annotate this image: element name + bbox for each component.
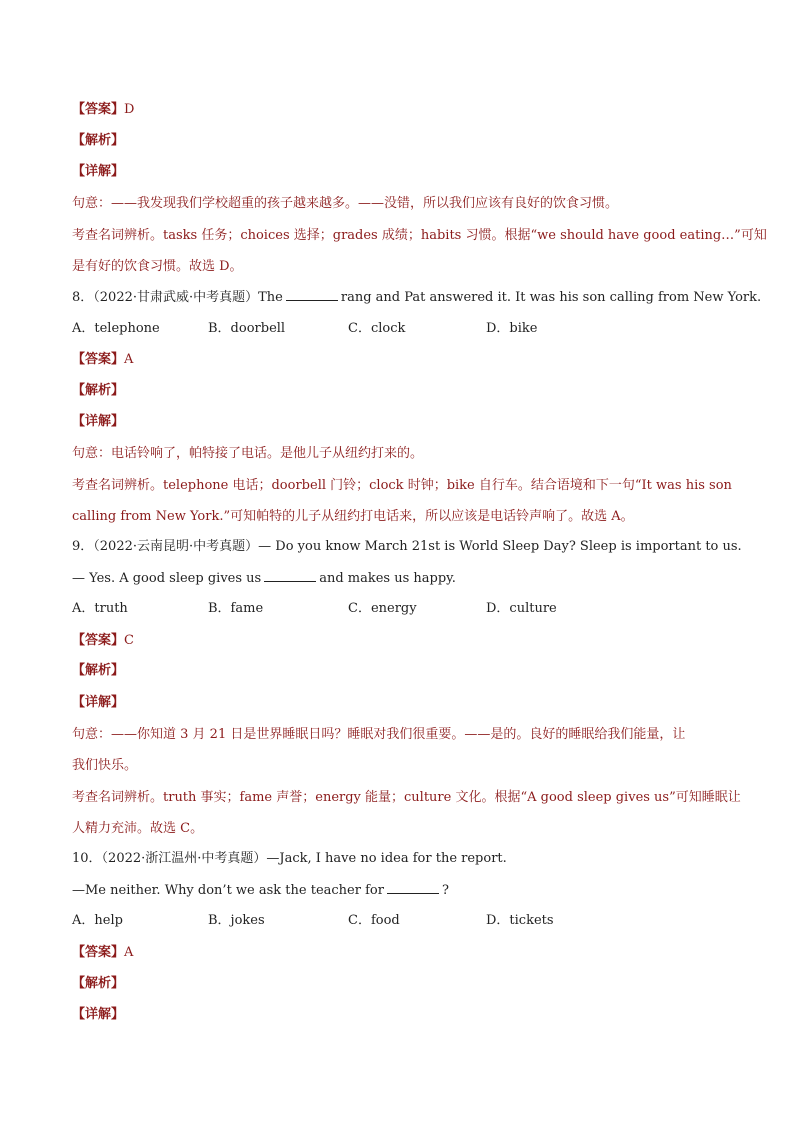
q9-blank [264, 569, 316, 582]
q9-stem-text: — Do you know March 21st is World Sleep Day? Sleep is important to us. [258, 539, 742, 554]
q8-option-a: A．telephone [72, 321, 160, 336]
q7-meaning: 句意：——我发现我们学校超重的孩子越来越多。——没错，所以我们应该有良好的饮食习惯。 [72, 196, 619, 211]
q10-analysis-tag [72, 975, 124, 993]
q8-stem-start: The [258, 290, 283, 305]
q10-option-a: A．help [72, 913, 123, 928]
q7-answer: D [124, 102, 135, 117]
detail-tag: 【详解】 [72, 1007, 125, 1022]
q10-stem-start: —Me neither. Why don’t we ask the teacher for [72, 883, 384, 898]
q10-stem-2 [72, 881, 449, 900]
q9-meaning-1: 句意：——你知道 3 月 21 日是世界睡眠日吗？睡眠对我们很重要。——是的。良好的睡眠给我们能量，让 [72, 727, 686, 742]
q8-analysis-tag [72, 382, 124, 400]
q9-stem-start: — Yes. A good sleep gives us [72, 571, 262, 586]
q9-option-a: A．truth [72, 601, 128, 616]
q9-option-b: B．fame [208, 601, 264, 616]
q9-option-d: D．culture [486, 601, 557, 616]
q7-explain-2: 是有好的饮食习惯。故选 D。 [72, 259, 243, 274]
q10-option-d: D．tickets [486, 913, 554, 928]
q9-stem-end: and makes us happy. [319, 571, 456, 586]
analysis-tag: 【解析】 [72, 383, 125, 398]
q9-number: 9． [72, 539, 94, 554]
analysis-tag: 【解析】 [72, 976, 125, 991]
q8-answer: A [124, 352, 134, 367]
q10-option-b: B．jokes [208, 913, 265, 928]
q10-answer: A [124, 945, 134, 960]
q10-option-c: C．food [348, 913, 400, 928]
q8-meaning: 句意：电话铃响了，帕特接了电话。是他儿子从纽约打来的。 [72, 446, 424, 461]
q8-detail-tag [72, 413, 124, 431]
q9-detail-tag [72, 694, 124, 712]
detail-tag: 【详解】 [72, 695, 125, 710]
q9-stem-1 [72, 538, 742, 556]
q8-source: （2022·甘肃武威·中考真题） [93, 290, 259, 305]
q7-detail-tag [72, 163, 124, 181]
answer-tag: 【答案】 [72, 102, 125, 117]
q10-stem-text: —Jack, I have no idea for the report. [266, 851, 507, 866]
answer-tag: 【答案】 [72, 352, 125, 367]
q8-blank [286, 288, 338, 301]
q7-explain-1: 考查名词辨析。tasks 任务；choices 选择；grades 成绩；habits 习惯。根据“we should have good eating…”可知 [72, 228, 767, 243]
q9-option-c: C．energy [348, 601, 417, 616]
q9-source: （2022·云南昆明·中考真题） [93, 539, 259, 554]
analysis-tag: 【解析】 [72, 663, 125, 678]
q8-number: 8． [72, 290, 94, 305]
q10-stem-end: ? [441, 883, 449, 898]
detail-tag: 【详解】 [72, 414, 125, 429]
q8-option-b: B．doorbell [208, 321, 286, 336]
q10-source: （2022·浙江温州·中考真题） [101, 851, 267, 866]
q8-stem-end: rang and Pat answered it. It was his son calling from New York. [340, 290, 762, 305]
q10-answer-line [72, 944, 133, 962]
q10-number: 10． [72, 851, 102, 866]
q7-analysis-tag [72, 132, 124, 150]
q8-explain-2: calling from New York.”可知帕特的儿子从纽约打电话来，所以应该是电话铃声响了。故选 A。 [72, 509, 634, 524]
answer-tag: 【答案】 [72, 633, 125, 648]
q9-explain-2: 人精力充沛。故选 C。 [72, 821, 204, 836]
q7-answer-line [72, 101, 134, 119]
q8-explain-1: 考查名词辨析。telephone 电话；doorbell 门铃；clock 时钟；bike 自行车。结合语境和下一句“It was his son [72, 478, 732, 493]
answer-tag: 【答案】 [72, 945, 125, 960]
q9-answer: C [124, 633, 134, 648]
q9-explain-1: 考查名词辨析。truth 事实；fame 声誉；energy 能量；culture 文化。根据“A good sleep gives us”可知睡眠让 [72, 790, 741, 805]
analysis-tag: 【解析】 [72, 133, 125, 148]
q8-option-d: D．bike [486, 321, 538, 336]
q9-analysis-tag [72, 662, 124, 680]
q9-meaning-2: 我们快乐。 [72, 758, 138, 773]
q10-blank [387, 881, 439, 894]
q10-stem-1 [72, 850, 507, 868]
q10-detail-tag [72, 1006, 124, 1024]
q9-stem-2 [72, 569, 456, 588]
q8-option-c: C．clock [348, 321, 406, 336]
detail-tag: 【详解】 [72, 164, 125, 179]
q9-answer-line [72, 632, 134, 650]
q8-stem [72, 288, 761, 307]
q8-answer-line [72, 351, 133, 369]
